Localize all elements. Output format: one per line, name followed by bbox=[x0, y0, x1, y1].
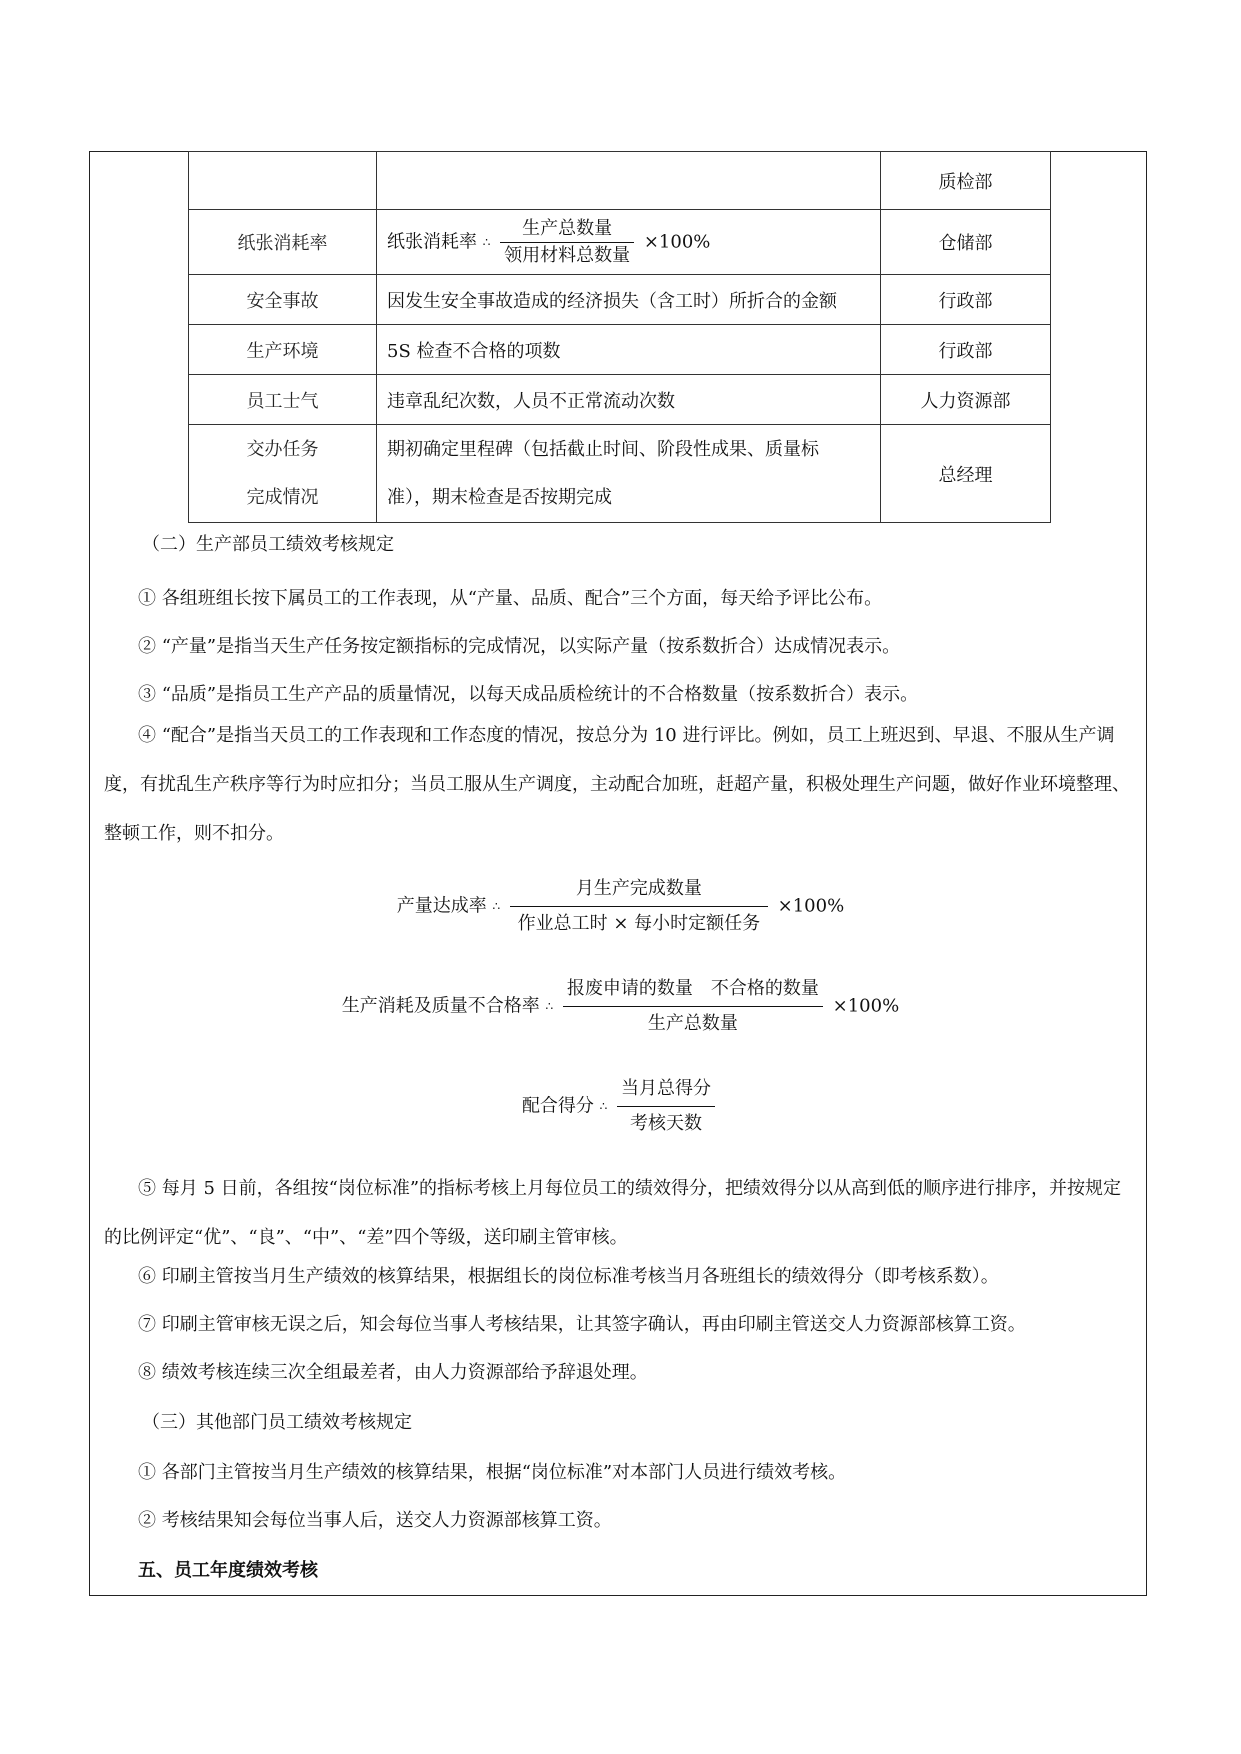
formula-label: 配合得分 bbox=[521, 1095, 594, 1117]
kpi-dept-cell: 人力资源部 bbox=[881, 375, 1051, 425]
equals-symbol: ∴ bbox=[492, 899, 501, 914]
formula-yield-rate bbox=[0, 872, 1241, 941]
table-row bbox=[189, 152, 1051, 210]
kpi-definition-cell: 5S 检查不合格的项数 bbox=[377, 325, 881, 375]
section-heading: 五、员工年度绩效考核 bbox=[138, 1560, 318, 1581]
kpi-definition-cell bbox=[377, 425, 881, 523]
kpi-dept-cell: 总经理 bbox=[881, 425, 1051, 523]
paragraph: ⑥ 印刷主管按当月生产绩效的核算结果，根据组长的岗位标准考核当月各班组长的绩效得分（即考核系数）。 bbox=[138, 1266, 999, 1287]
fraction-denominator: 考核天数 bbox=[630, 1113, 703, 1134]
equals-symbol: ∴ bbox=[545, 999, 554, 1014]
paragraph: ④ “配合”是指当天员工的工作表现和工作态度的情况，按总分为 10 进行评比。例如，员工上班迟到、早退、不服从生产调度，有扰乱生产秩序等行为时应扣分；当员工服从生产调度，主动配合加班，赶超产量，积极处理生产问题，做好作业环境整理、整顿工作，则不扣分。 bbox=[104, 725, 1130, 844]
kpi-definition-cell: 因发生安全事故造成的经济损失（含工时）所折合的金额 bbox=[377, 275, 881, 325]
section-heading: （二）生产部员工绩效考核规定 bbox=[142, 534, 394, 555]
kpi-dept-cell: 仓储部 bbox=[881, 210, 1051, 275]
kpi-table bbox=[188, 151, 1051, 523]
paragraph: ③ “品质”是指员工生产产品的质量情况，以每天成品质检统计的不合格数量（按系数折合）表示。 bbox=[138, 684, 919, 705]
fraction-numerator: 生产总数量 bbox=[500, 216, 634, 243]
table-row bbox=[189, 275, 1051, 325]
equals-symbol: ∴ bbox=[482, 235, 491, 249]
kpi-definition-line: 准），期末检查是否按期完成 bbox=[387, 486, 612, 508]
kpi-name-line: 交办任务 bbox=[246, 438, 319, 460]
formula-label: 生产消耗及质量不合格率 bbox=[341, 995, 540, 1017]
kpi-dept-cell: 行政部 bbox=[881, 325, 1051, 375]
formula-prefix: 纸张消耗率 bbox=[387, 231, 477, 252]
fraction-denominator: 生产总数量 bbox=[647, 1013, 738, 1034]
formula-cooperation-score bbox=[0, 1072, 1241, 1141]
kpi-name-cell: 纸张消耗率 bbox=[189, 210, 377, 275]
fraction bbox=[500, 216, 634, 269]
formula-suffix: ×100% bbox=[832, 995, 900, 1017]
kpi-name-cell: 安全事故 bbox=[189, 275, 377, 325]
kpi-name-cell bbox=[189, 425, 377, 523]
formula-label: 产量达成率 bbox=[396, 895, 487, 917]
kpi-name-cell bbox=[189, 152, 377, 210]
paragraph: ① 各部门主管按当月生产绩效的核算结果，根据“岗位标准”对本部门人员进行绩效考核。 bbox=[138, 1462, 847, 1483]
table-row bbox=[189, 425, 1051, 523]
paragraph: ⑧ 绩效考核连续三次全组最差者，由人力资源部给予辞退处理。 bbox=[138, 1362, 648, 1383]
paragraph: ② “产量”是指当天生产任务按定额指标的完成情况，以实际产量（按系数折合）达成情况表示。 bbox=[138, 636, 901, 657]
paragraph: ⑦ 印刷主管审核无误之后，知会每位当事人考核结果，让其签字确认，再由印刷主管送交人力资源部核算工资。 bbox=[138, 1314, 1026, 1335]
formula-suffix: ×100% bbox=[643, 231, 711, 252]
table-row bbox=[189, 210, 1051, 275]
fraction-numerator: 月生产完成数量 bbox=[510, 872, 768, 907]
formula-suffix: ×100% bbox=[777, 895, 845, 917]
kpi-name-cell: 员工士气 bbox=[189, 375, 377, 425]
fraction bbox=[510, 872, 768, 941]
kpi-dept-cell: 质检部 bbox=[881, 152, 1051, 210]
paragraph: ① 各组班组长按下属员工的工作表现，从“产量、品质、配合”三个方面，每天给予评比公布。 bbox=[138, 588, 883, 609]
fraction-denominator: 作业总工时 × 每小时定额任务 bbox=[517, 913, 761, 934]
table-row bbox=[189, 325, 1051, 375]
kpi-definition-line: 期初确定里程碑（包括截止时间、阶段性成果、质量标 bbox=[387, 438, 819, 460]
kpi-definition-cell bbox=[377, 210, 881, 275]
paragraph: ⑤ 每月 5 日前，各组按“岗位标准”的指标考核上月每位员工的绩效得分，把绩效得分以从高到低的顺序进行排序，并按规定的比例评定“优”、“良”、“中”、“差”四个等级，送印刷主管审核。 bbox=[104, 1178, 1122, 1248]
equals-symbol: ∴ bbox=[599, 1099, 608, 1114]
kpi-name-cell: 生产环境 bbox=[189, 325, 377, 375]
kpi-name-line: 完成情况 bbox=[246, 486, 319, 508]
formula-defect-rate bbox=[0, 972, 1241, 1041]
kpi-definition-cell: 违章乱纪次数，人员不正常流动次数 bbox=[377, 375, 881, 425]
fraction-denominator: 领用材料总数量 bbox=[504, 244, 631, 266]
kpi-definition-cell bbox=[377, 152, 881, 210]
table-row bbox=[189, 375, 1051, 425]
fraction-numerator: 报废申请的数量 不合格的数量 bbox=[563, 972, 823, 1007]
fraction bbox=[563, 972, 823, 1041]
kpi-dept-cell: 行政部 bbox=[881, 275, 1051, 325]
section-heading: （三）其他部门员工绩效考核规定 bbox=[142, 1412, 412, 1433]
fraction bbox=[617, 1072, 715, 1141]
paragraph: ② 考核结果知会每位当事人后，送交人力资源部核算工资。 bbox=[138, 1510, 612, 1531]
fraction-numerator: 当月总得分 bbox=[617, 1072, 715, 1107]
